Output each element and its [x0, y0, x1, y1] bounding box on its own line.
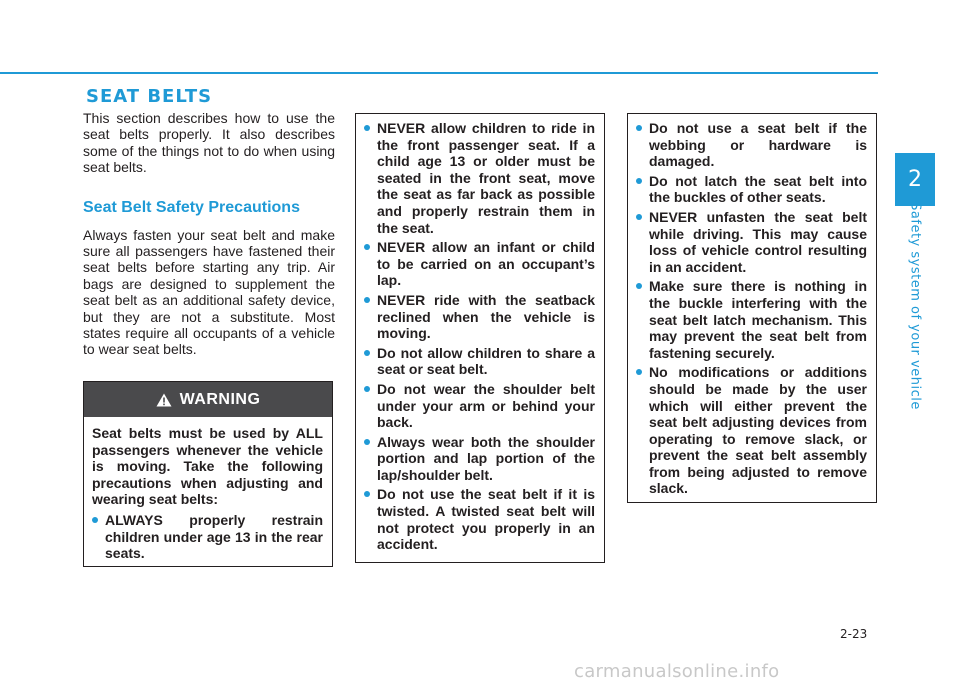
list-item: Do not use a seat belt if the webbing or hardware is damaged.	[636, 120, 867, 170]
list-item: NEVER unfasten the seat belt while driving. This may cause loss of vehicle control resulting in an accident.	[636, 209, 867, 275]
bullet-icon	[364, 491, 370, 497]
bullet-icon	[364, 244, 370, 250]
warning-box	[83, 381, 333, 567]
intro-column	[83, 110, 335, 358]
list-item: Make sure there is nothing in the buckle interfering with the seat belt latch mechanism. This may prevent the seat belt from fastening securely.	[636, 278, 867, 361]
precautions-list-3	[636, 120, 867, 497]
list-item: No modifications or additions should be made by the user which will either prevent the seat belt adjusting devices from operating to remove slack, or prevent the seat belt assembly from being adjusted to remove slack.	[636, 364, 867, 497]
list-item: NEVER ride with the seatback reclined when the vehicle is moving.	[364, 292, 595, 342]
list-item: ALWAYS properly restrain children under age 13 in the rear seats.	[92, 512, 323, 562]
page-number: 2-23	[840, 627, 868, 641]
warning-list	[92, 512, 323, 562]
intro-paragraph: This section describes how to use the seat belts properly. It also describes some of the things not to do when using seat belts.	[83, 110, 335, 176]
top-rule	[0, 72, 878, 74]
list-item: Always wear both the shoulder portion and lap portion of the lap/shoulder belt.	[364, 434, 595, 484]
chapter-title: Safety system of your vehicle	[907, 202, 923, 410]
precautions-box-3	[627, 113, 877, 503]
list-item: Do not wear the shoulder belt under your arm or behind your back.	[364, 381, 595, 431]
bullet-icon	[364, 386, 370, 392]
list-item: Do not use the seat belt if it is twisted. A twisted seat belt will not protect you properly in an accident.	[364, 486, 595, 552]
bullet-icon	[364, 350, 370, 356]
bullet-icon	[92, 517, 98, 523]
warning-triangle-icon	[156, 393, 172, 407]
precautions-list-2	[364, 120, 595, 553]
chapter-number: 2	[908, 167, 922, 192]
list-item: NEVER allow an infant or child to be carried on an occupant’s lap.	[364, 239, 595, 289]
subheading: Seat Belt Safety Precautions	[83, 198, 300, 216]
list-item: NEVER allow children to ride in the front passenger seat. If a child age 13 or older must be seated in the front seat, move the seat as far back as possible and properly restrain them in the seat.	[364, 120, 595, 236]
bullet-icon	[364, 125, 370, 131]
watermark: carmanualsonline.info	[574, 661, 780, 682]
bullet-icon	[636, 125, 642, 131]
precautions-paragraph: Always fasten your seat belt and make sure all passengers have fastened their seat belts before starting any trip. Air bags are designed to supplement the seat belt as an additional safety device, but they are not a substitute. Most states require all occupants of a vehicle to wear seat belts.	[83, 226, 335, 358]
warning-body	[84, 417, 332, 562]
section-title: SEAT BELTS	[86, 86, 213, 107]
bullet-icon	[636, 369, 642, 375]
bullet-icon	[636, 283, 642, 289]
bullet-icon	[636, 178, 642, 184]
chapter-tab[interactable]	[895, 153, 935, 206]
warning-label: WARNING	[179, 390, 261, 408]
precautions-box-2	[355, 113, 605, 563]
warning-header	[84, 382, 332, 417]
bullet-icon	[636, 214, 642, 220]
bullet-icon	[364, 297, 370, 303]
list-item: Do not latch the seat belt into the buckles of other seats.	[636, 173, 867, 206]
bullet-icon	[364, 439, 370, 445]
list-item: Do not allow children to share a seat or seat belt.	[364, 345, 595, 378]
warning-lead: Seat belts must be used by ALL passengers whenever the vehicle is moving. Take the following precautions when adjusting and wearing seat belts:	[92, 425, 323, 508]
